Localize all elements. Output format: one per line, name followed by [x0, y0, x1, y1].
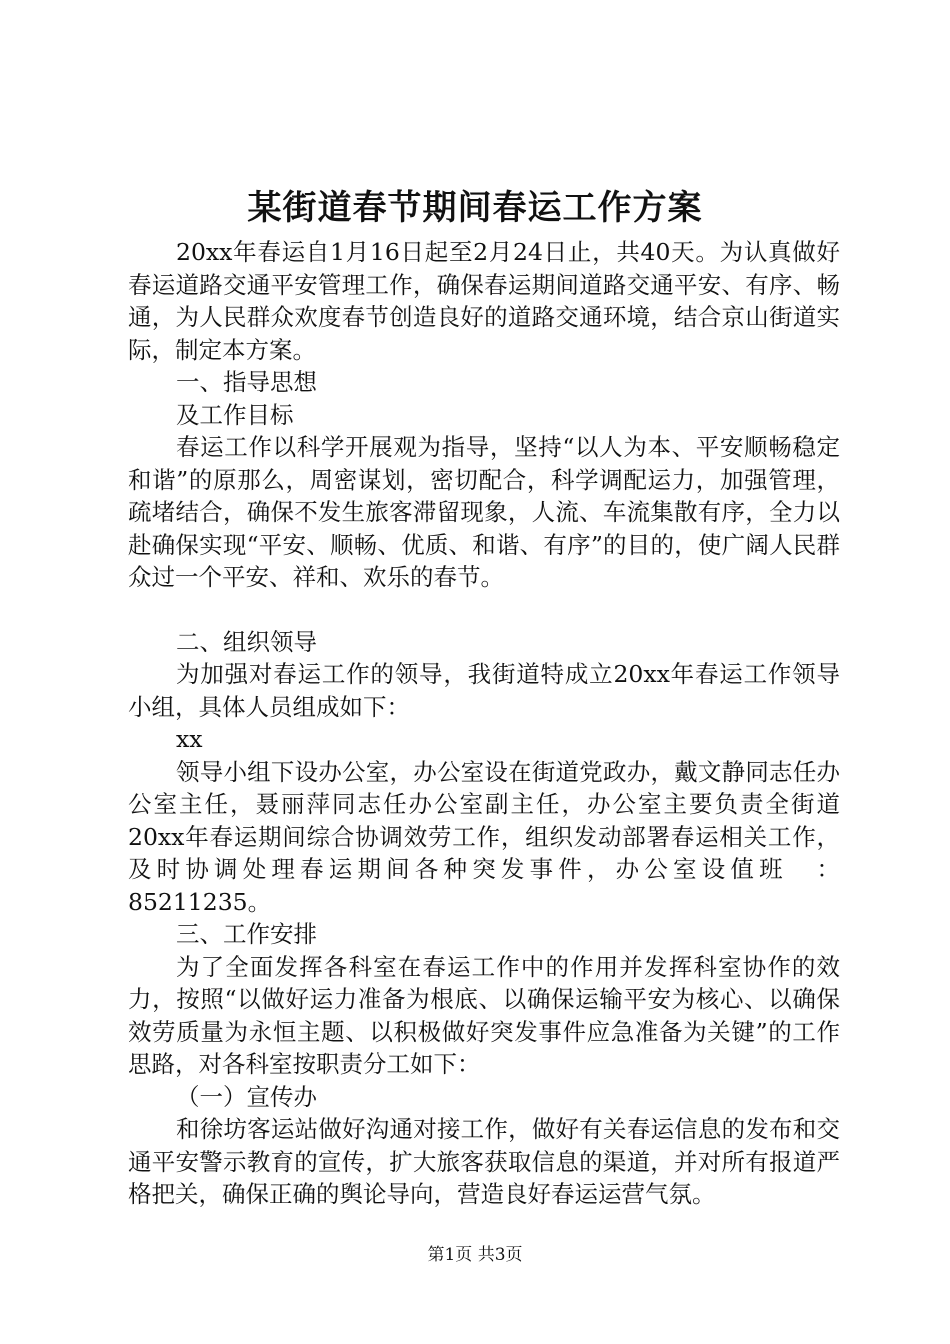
page-footer: 第1页 共3页	[427, 1245, 523, 1265]
publicity-paragraph: 和徐坊客运站做好沟通对接工作，做好有关春运信息的发布和交通平安警示教育的宣传，扩大旅客获取信息的渠道，并对所有报道严格把关，确保正确的舆论导向，营造良好春运运营气氛。	[128, 1115, 840, 1208]
member-placeholder: xx	[176, 725, 203, 753]
section-heading-goals: 及工作目标	[176, 400, 294, 429]
arrangement-paragraph: 为了全面发挥各科室在春运工作中的作用并发挥科室协作的效力，按照“以做好运力准备为根底、以确保运输平安为核心、以确保效劳质量为永恒主题、以积极做好突发事件应急准备为关键”的工作思路，对各科室按职责分工如下：	[128, 952, 840, 1078]
section-heading-arrangement: 三、工作安排	[176, 920, 317, 948]
section-heading-guiding-thought: 一、指导思想	[176, 368, 317, 396]
office-paragraph: 领导小组下设办公室，办公室设在街道党政办，戴文静同志任办公室主任，聂丽萍同志任办公室副主任，办公室主要负责全街道20xx年春运期间综合协调效劳工作，组织发动部署春运相关工作，及时协调处理春运期间各种突发事件，办公室设值班 ：85211235。	[128, 757, 840, 916]
document-body	[128, 236, 840, 1211]
section-heading-organization: 二、组织领导	[176, 627, 317, 656]
intro-paragraph: 20xx年春运自1月16日起至2月24日止，共40天。为认真做好春运道路交通平安管理工作，确保春运期间道路交通平安、有序、畅通，为人民群众欢度春节创造良好的道路交通环境，结合京山街道实际，制定本方案。	[128, 238, 840, 364]
document-title: 某街道春节期间春运工作方案	[247, 188, 703, 228]
subsection-heading-publicity: （一）宣传办	[176, 1082, 317, 1111]
organization-paragraph: 为加强对春运工作的领导，我街道特成立20xx年春运工作领导小组，具体人员组成如下：	[128, 660, 840, 721]
guiding-paragraph: 春运工作以科学开展观为指导，坚持“以人为本、平安顺畅稳定和谐”的原那么，周密谋划，密切配合，科学调配运力，加强管理，疏堵结合，确保不发生旅客滞留现象，人流、车流集散有序，全力以赴确保实现“平安、顺畅、优质、和谐、有序”的目的，使广阔人民群众过一个平安、祥和、欢乐的春节。	[128, 433, 840, 591]
blank-line	[128, 594, 840, 626]
